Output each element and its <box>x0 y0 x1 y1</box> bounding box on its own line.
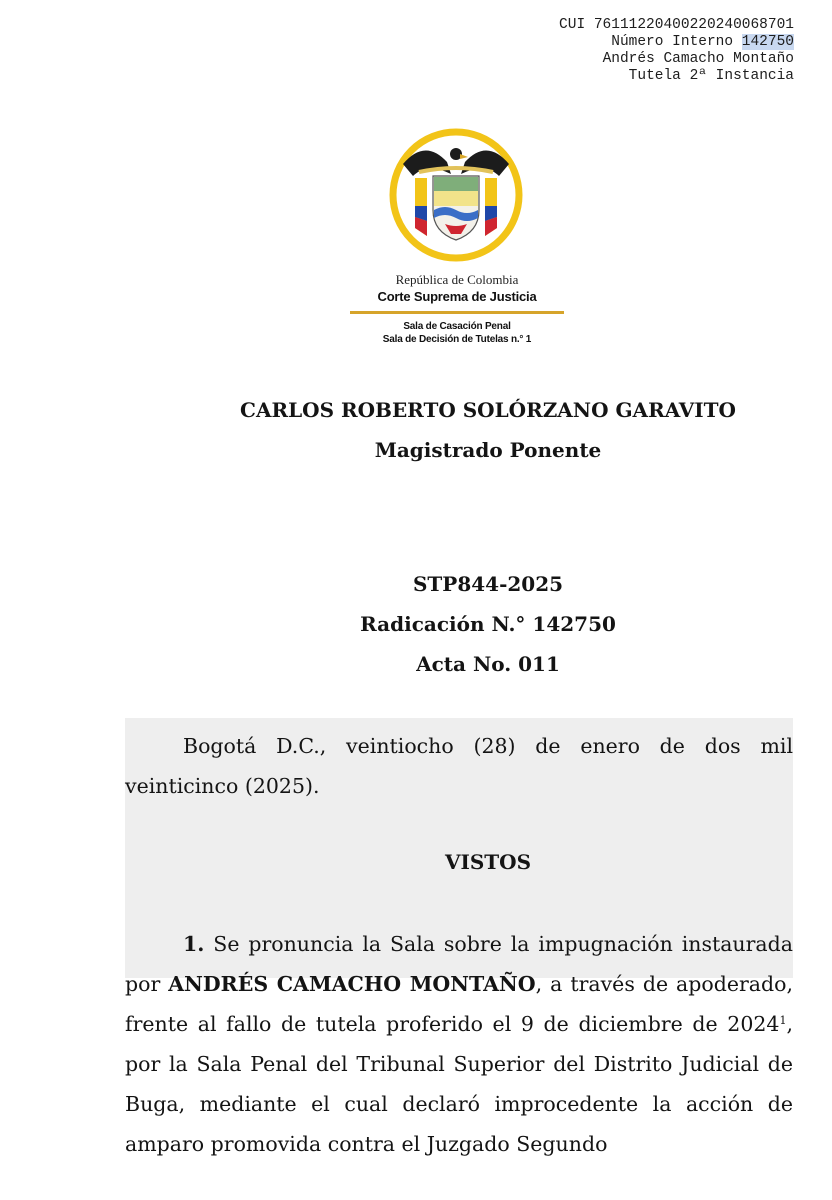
internal-number-highlight: 142750 <box>741 34 794 50</box>
court-name: Corte Suprema de Justicia <box>377 289 537 304</box>
date-paragraph <box>125 726 793 806</box>
magistrate-role: Magistrado Ponente <box>374 438 602 462</box>
petitioner-name: ANDRÉS CAMACHO MONTAÑO <box>168 972 536 996</box>
date-text: Bogotá D.C., veintiocho (28) de enero de dos mil veinticinco (2025). <box>125 734 793 798</box>
acta-number: Acta No. 011 <box>416 652 560 676</box>
institution-block <box>330 272 584 346</box>
paragraph-text-a: Se pronuncia la Sala sobre la impugnación instaurada por <box>125 932 793 996</box>
footnote-marker[interactable]: 1 <box>779 1014 787 1027</box>
country-name: República de Colombia <box>395 272 519 287</box>
radicacion-number: Radicación N.° 142750 <box>360 612 616 636</box>
paragraph-number: 1. <box>183 932 205 956</box>
internal-number-line <box>559 34 794 51</box>
paragraph-text-b: , a través de apoderado, frente al fallo de tutela proferido el 9 de diciembre de 2024 <box>125 972 794 1036</box>
gold-divider <box>350 311 564 314</box>
decision-chamber-name: Sala de Decisión de Tutelas n.° 1 <box>382 334 532 345</box>
document-reference <box>559 17 794 85</box>
section-title: VISTOS <box>444 850 532 874</box>
case-code: STP844-2025 <box>412 572 564 596</box>
internal-number-label: Número Interno <box>611 34 742 50</box>
chamber-name: Sala de Casación Penal <box>403 321 511 332</box>
instance-label: Tutela 2ª Instancia <box>628 68 794 84</box>
paragraph-text-c: , por la Sala Penal del Tribunal Superior del Distrito Judicial de Buga, mediante el cual declaró improcedente la acción de amparo promovida contra el Juzgado Segundo <box>125 1012 793 1156</box>
magistrate-name: CARLOS ROBERTO SOLÓRZANO GARAVITO <box>240 398 736 422</box>
paragraph-1 <box>125 924 793 1164</box>
coat-of-arms-emblem <box>389 128 523 262</box>
cui-number: CUI 76111220400220240068701 <box>559 17 794 33</box>
party-name: Andrés Camacho Montaño <box>602 51 794 67</box>
